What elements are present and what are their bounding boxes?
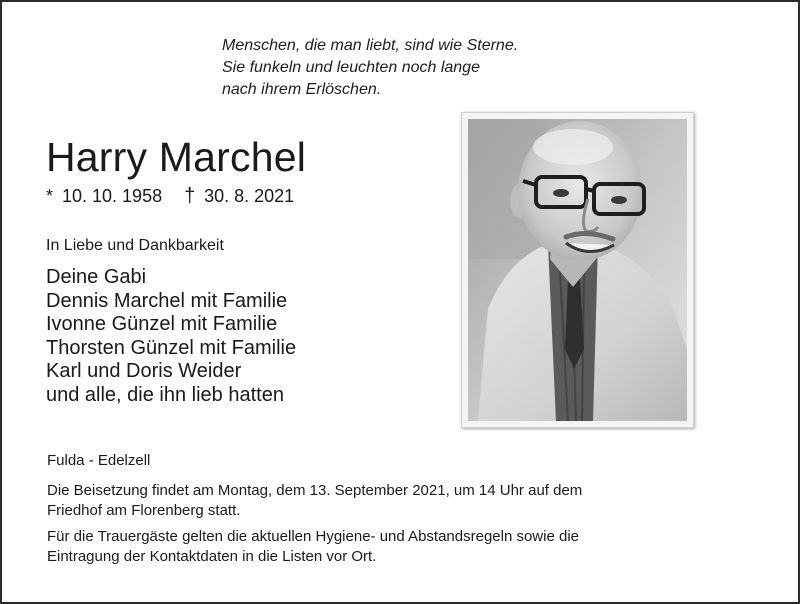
portrait-photo (468, 119, 687, 421)
mourner-item: und alle, die ihn lieb hatten (46, 383, 284, 406)
hygiene-notice (47, 527, 737, 567)
quote-line: nach ihrem Erlöschen. (222, 81, 382, 98)
portrait-illustration (468, 119, 687, 421)
birth-star-icon: * (46, 186, 54, 206)
funeral-notice-line: Friedhof am Florenberg statt. (47, 502, 241, 519)
dedication-line: In Liebe und Dankbarkeit (46, 237, 224, 254)
funeral-notice (47, 481, 737, 521)
quote-line: Menschen, die man liebt, sind wie Sterne. (222, 37, 519, 54)
funeral-notice-line: Die Beisetzung findet am Montag, dem 13. September 2021, um 14 Uhr auf dem (47, 482, 583, 499)
mourner-item: Thorsten Günzel mit Familie (46, 336, 297, 359)
place-line: Fulda - Edelzell (47, 452, 151, 469)
quote-line: Sie funkeln und leuchten noch lange (222, 59, 480, 76)
mourner-item: Ivonne Günzel mit Familie (46, 313, 278, 336)
mourner-item: Dennis Marchel mit Familie (46, 289, 288, 312)
mourners-list (46, 266, 296, 408)
death-date: 30. 8. 2021 (204, 186, 295, 206)
hygiene-notice-line: Eintragung der Kontaktdaten in die Listen vor Ort. (47, 548, 377, 565)
mourner-item: Deine Gabi (46, 266, 147, 288)
death-cross-icon: † (184, 185, 196, 207)
mourner-item: Karl und Doris Weider (46, 360, 242, 383)
birth-date: 10. 10. 1958 (62, 186, 163, 206)
portrait-photo-frame (461, 112, 694, 428)
memorial-quote (222, 35, 518, 101)
life-dates (46, 184, 294, 208)
hygiene-notice-line: Für die Trauergäste gelten die aktuellen Hygiene- und Abstandsregeln sowie die (47, 528, 580, 545)
deceased-name: Harry Marchel (46, 134, 307, 180)
